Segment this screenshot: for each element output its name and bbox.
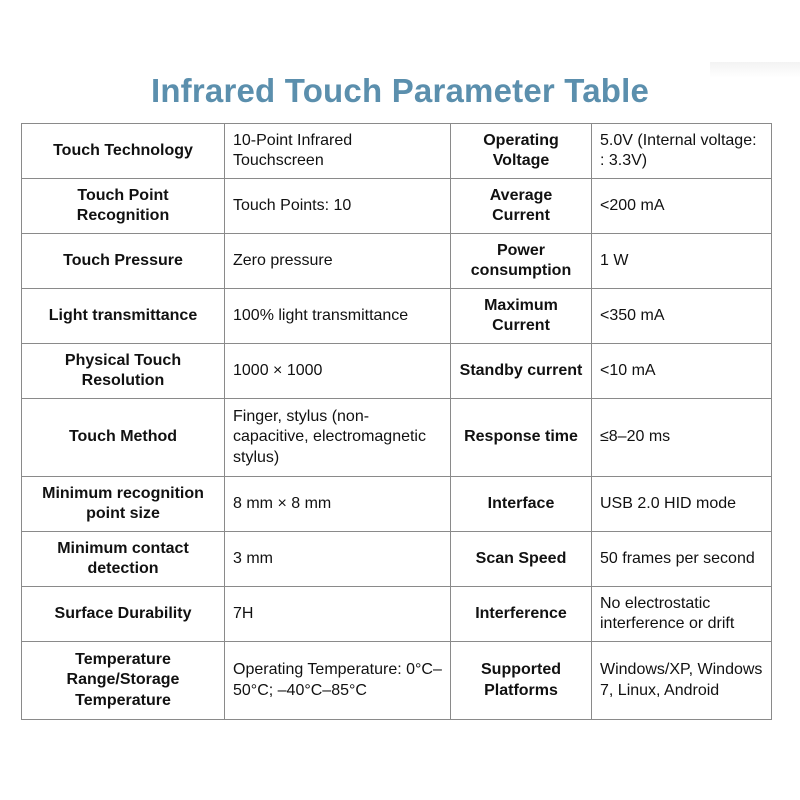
- table-row: [22, 642, 772, 720]
- param-value: 1 W: [592, 234, 772, 289]
- param-label: Power consumption: [451, 234, 592, 289]
- param-value: 8 mm × 8 mm: [225, 477, 451, 532]
- param-value: 5.0V (Internal voltage: : 3.3V): [592, 124, 772, 179]
- param-value: 100% light transmittance: [225, 289, 451, 344]
- param-value: Zero pressure: [225, 234, 451, 289]
- table-row: [22, 124, 772, 179]
- param-value: 3 mm: [225, 532, 451, 587]
- param-label: Minimum recognition point size: [22, 477, 225, 532]
- param-value: 1000 × 1000: [225, 344, 451, 399]
- param-value: ≤8–20 ms: [592, 399, 772, 477]
- param-label: Maximum Current: [451, 289, 592, 344]
- param-label: Surface Durability: [22, 587, 225, 642]
- param-value: 10-Point Infrared Touchscreen: [225, 124, 451, 179]
- table-row: [22, 399, 772, 477]
- table-row: [22, 234, 772, 289]
- param-value: 7H: [225, 587, 451, 642]
- param-value: <350 mA: [592, 289, 772, 344]
- parameter-table: [21, 123, 772, 720]
- table-row: [22, 587, 772, 642]
- param-label: Scan Speed: [451, 532, 592, 587]
- table-row: [22, 344, 772, 399]
- param-value: Windows/XP, Windows 7, Linux, Android: [592, 642, 772, 720]
- table-row: [22, 532, 772, 587]
- page-title: Infrared Touch Parameter Table: [150, 72, 650, 109]
- param-value: Touch Points: 10: [225, 179, 451, 234]
- table-row: [22, 179, 772, 234]
- param-label: Interface: [451, 477, 592, 532]
- param-value: USB 2.0 HID mode: [592, 477, 772, 532]
- param-label: Touch Point Recognition: [22, 179, 225, 234]
- param-label: Touch Pressure: [22, 234, 225, 289]
- table-row: [22, 477, 772, 532]
- param-label: Average Current: [451, 179, 592, 234]
- param-label: Physical Touch Resolution: [22, 344, 225, 399]
- param-label: Touch Method: [22, 399, 225, 477]
- param-label: Interference: [451, 587, 592, 642]
- param-value: 50 frames per second: [592, 532, 772, 587]
- param-label: Supported Platforms: [451, 642, 592, 720]
- param-value: No electrostatic interference or drift: [592, 587, 772, 642]
- table-row: [22, 289, 772, 344]
- param-label: Minimum contact detection: [22, 532, 225, 587]
- param-label: Light transmittance: [22, 289, 225, 344]
- param-label: Response time: [451, 399, 592, 477]
- param-label: Touch Technology: [22, 124, 225, 179]
- param-label: Standby current: [451, 344, 592, 399]
- param-value: <10 mA: [592, 344, 772, 399]
- param-label: Temperature Range/Storage Temperature: [22, 642, 225, 720]
- param-value: Operating Temperature: 0°C–50°C; –40°C–85°C: [225, 642, 451, 720]
- param-label: Operating Voltage: [451, 124, 592, 179]
- param-value: <200 mA: [592, 179, 772, 234]
- param-value: Finger, stylus (non-capacitive, electromagnetic stylus): [225, 399, 451, 477]
